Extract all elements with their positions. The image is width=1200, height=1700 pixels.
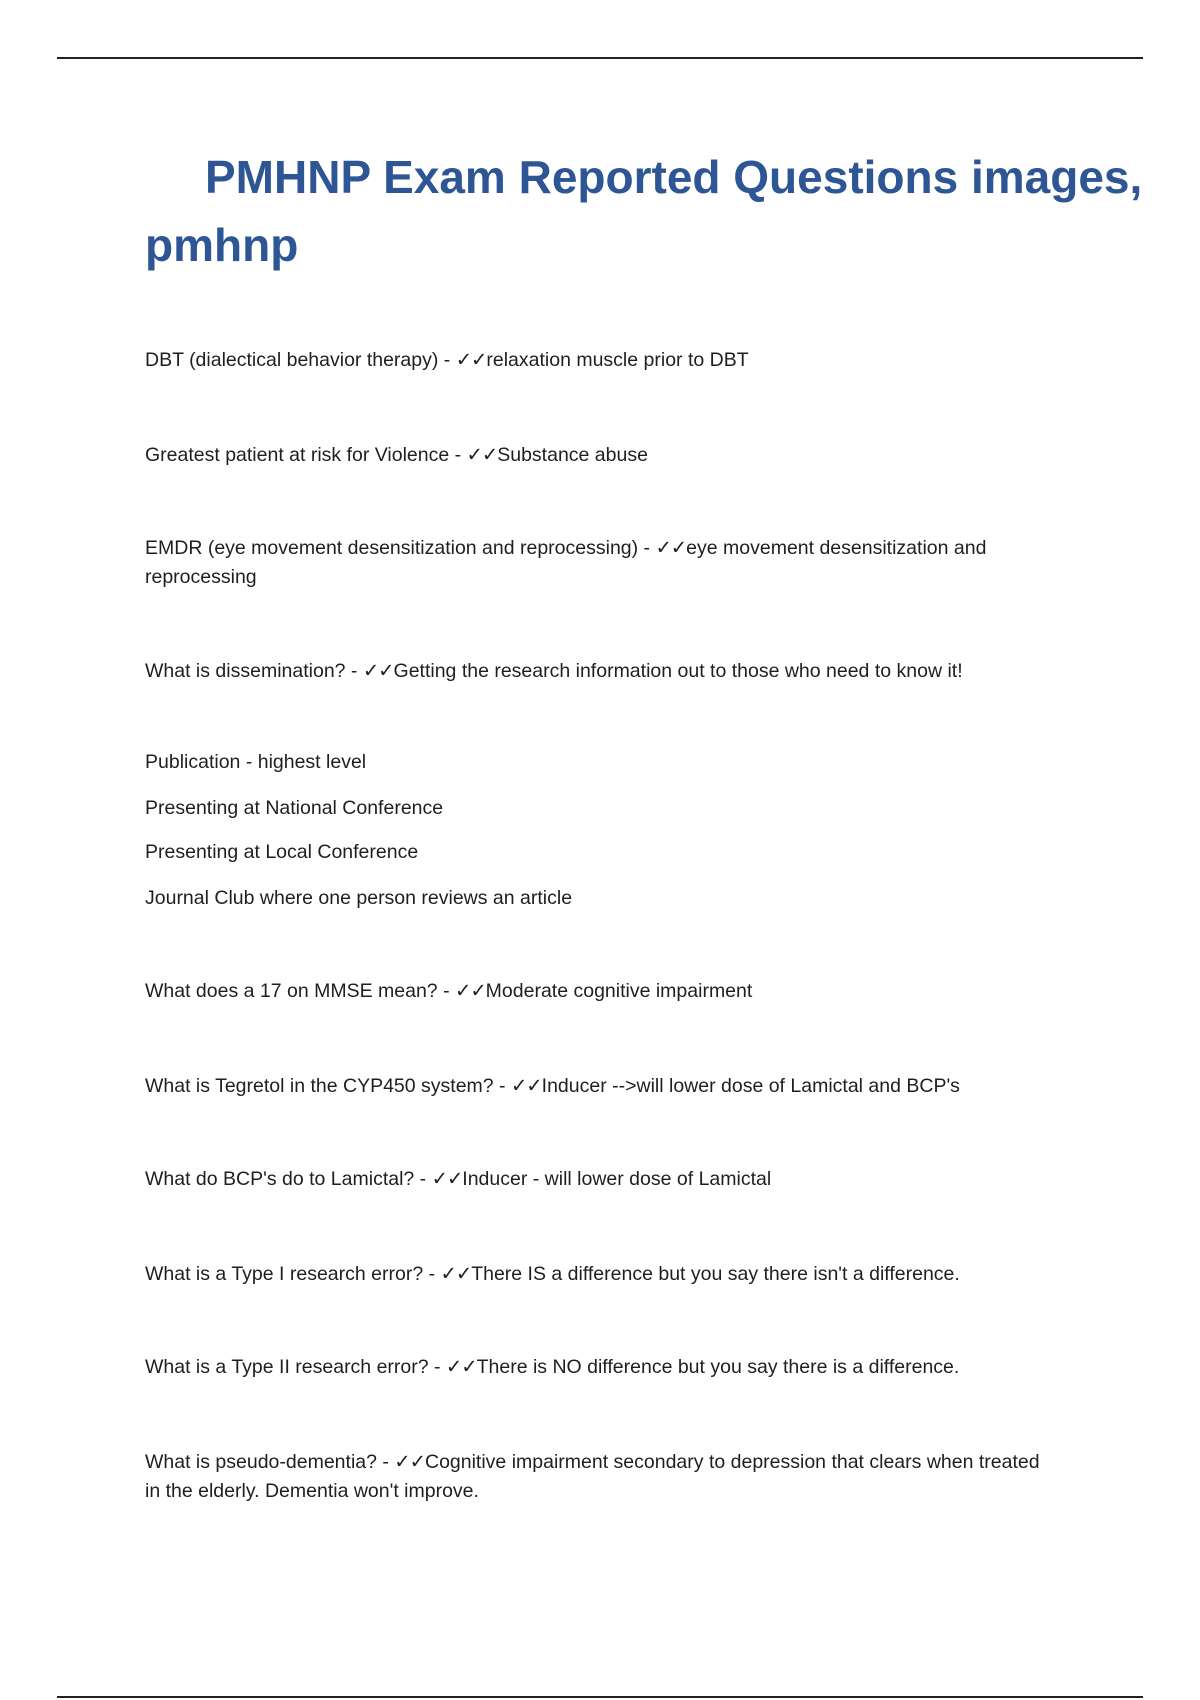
answer-text: relaxation muscle prior to DBT xyxy=(486,349,749,371)
question-text: What is Tegretol in the CYP450 system? - xyxy=(145,1075,511,1097)
qa-entry-type-ii-error xyxy=(145,1353,1045,1382)
double-check-icon: ✓✓ xyxy=(394,1451,425,1473)
answer-text: Inducer -->will lower dose of Lamictal and BCP's xyxy=(541,1075,960,1097)
question-text: What is dissemination? - xyxy=(145,660,363,682)
double-check-icon: ✓✓ xyxy=(431,1168,463,1190)
answer-text: There is NO difference but you say there is a difference. xyxy=(476,1356,960,1378)
answer-text: There IS a difference but you say there isn't a difference. xyxy=(471,1263,960,1285)
qa-entry-mmse xyxy=(145,977,1045,1006)
answer-text: Substance abuse xyxy=(497,444,648,466)
double-check-icon: ✓✓ xyxy=(510,1075,542,1097)
dissemination-level-item: Presenting at Local Conference xyxy=(145,841,419,863)
question-text: Greatest patient at risk for Violence - xyxy=(145,444,467,466)
answer-text: Cognitive impairment secondary to depression that clears when treated in the elderly. Dementia won't improve. xyxy=(145,1451,1040,1502)
double-check-icon: ✓✓ xyxy=(440,1263,472,1285)
question-text: What is a Type II research error? - xyxy=(145,1356,446,1378)
double-check-icon: ✓✓ xyxy=(466,444,498,466)
question-text: What is a Type I research error? - xyxy=(145,1263,441,1285)
document-title: PMHNP Exam Reported Questions images, pmhnp xyxy=(145,151,1143,271)
qa-entry-dbt xyxy=(145,346,1045,375)
dissemination-level-item: Journal Club where one person reviews an article xyxy=(145,887,573,909)
qa-entry-dissemination xyxy=(145,657,1045,686)
qa-entry-type-i-error xyxy=(145,1260,1045,1289)
question-text: What do BCP's do to Lamictal? - xyxy=(145,1168,432,1190)
top-rule xyxy=(57,57,1143,59)
dissemination-level-item: Presenting at National Conference xyxy=(145,797,444,819)
answer-text: Moderate cognitive impairment xyxy=(485,980,753,1002)
question-text: What does a 17 on MMSE mean? - xyxy=(145,980,455,1002)
double-check-icon: ✓✓ xyxy=(362,660,394,682)
question-text: DBT (dialectical behavior therapy) - xyxy=(145,349,456,371)
question-text: What is pseudo-dementia? - xyxy=(145,1451,395,1473)
answer-text: eye movement desensitization and reprocessing xyxy=(145,537,987,588)
qa-entry-emdr xyxy=(145,534,1045,592)
question-text: EMDR (eye movement desensitization and reprocessing) - xyxy=(145,537,656,559)
dissemination-level-item: Publication - highest level xyxy=(145,751,367,773)
double-check-icon: ✓✓ xyxy=(454,980,486,1002)
qa-entry-bcp-lamictal xyxy=(145,1165,1045,1194)
double-check-icon: ✓✓ xyxy=(445,1356,477,1378)
qa-entry-tegretol xyxy=(145,1072,1045,1101)
answer-text: Getting the research information out to those who need to know it! xyxy=(393,660,963,682)
double-check-icon: ✓✓ xyxy=(655,537,687,559)
answer-text: Inducer - will lower dose of Lamictal xyxy=(462,1168,772,1190)
qa-entry-violence-risk xyxy=(145,441,1045,470)
double-check-icon: ✓✓ xyxy=(455,349,487,371)
qa-entry-pseudo-dementia xyxy=(145,1448,1045,1506)
bottom-rule xyxy=(57,1696,1143,1698)
